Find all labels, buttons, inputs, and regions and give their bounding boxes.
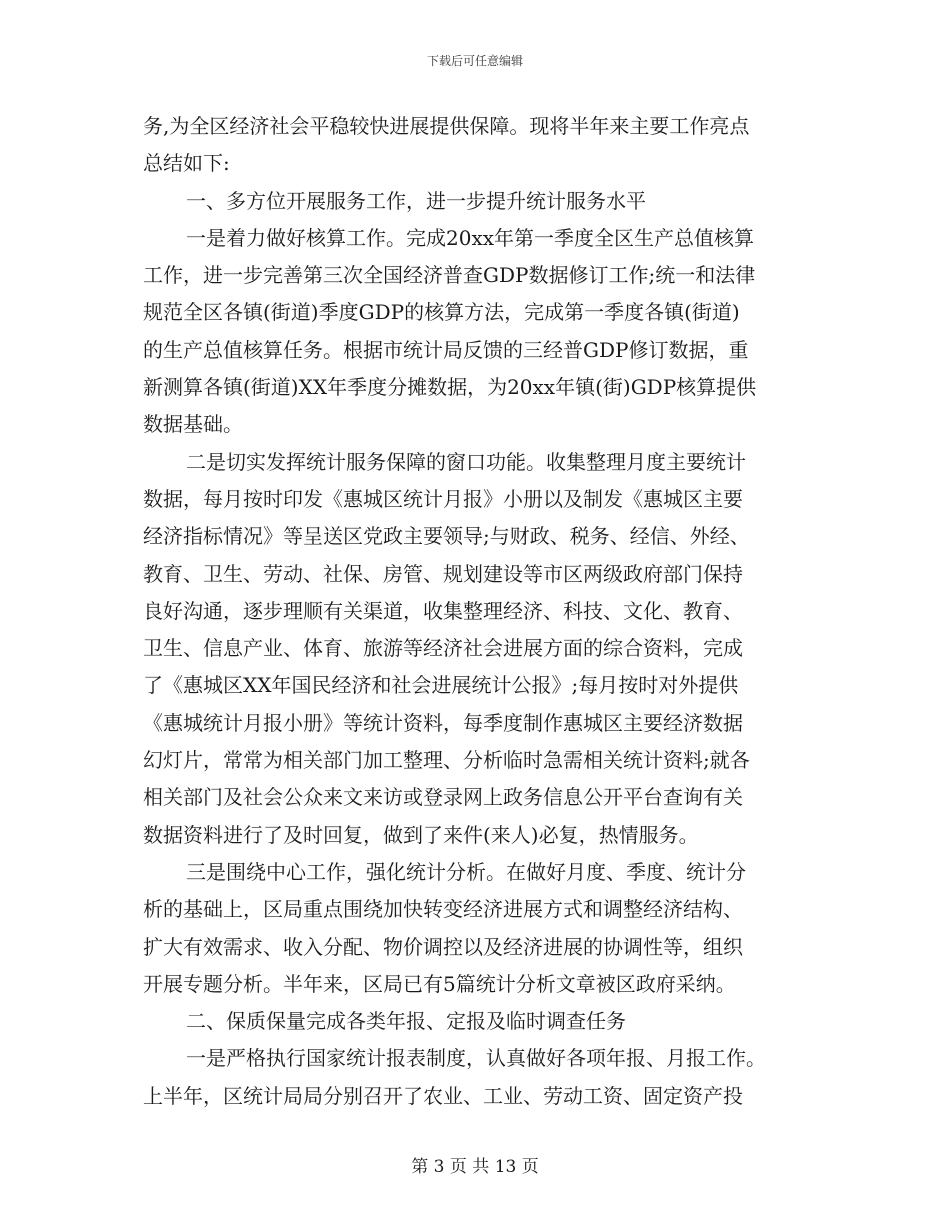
text-line: 一、多方位开展服务工作，进一步提升统计服务水平 [186, 188, 646, 213]
text-line: 经济指标情况》等呈送区党政主要领导;与财政、税务、经信、外经、 [143, 524, 750, 549]
text-line: 相关部门及社会公众来文来访或登录网上政务信息公开平台查询有关 [143, 785, 743, 810]
text-line: 的生产总值核算任务。根据市统计局反馈的三经普GDP修订数据，重 [143, 337, 749, 362]
page-header: 下载后可任意编辑 [426, 54, 523, 68]
text-line: 规范全区各镇(街道)季度GDP的核算方法，完成第一季度各镇(街道) [143, 300, 740, 325]
text-line: 工作，进一步完善第三次全国经济普查GDP数据修订工作;统一和法律 [143, 263, 756, 288]
text-line: 了《惠城区XX年国民经济和社会进展统计公报》;每月按时对外提供 [143, 673, 739, 698]
text-line: 总结如下: [143, 151, 230, 176]
text-line: 二是切实发挥统计服务保障的窗口功能。收集整理月度主要统计 [186, 449, 746, 474]
text-line: 上半年，区统计局局分别召开了农业、工业、劳动工资、固定资产投 [143, 1083, 743, 1108]
text-line: 《惠城统计月报小册》等统计资料，每季度制作惠城区主要经济数据 [143, 710, 743, 735]
text-line: 良好沟通，逐步理顺有关渠道，收集整理经济、科技、文化、教育、 [143, 598, 743, 623]
text-line: 一是严格执行国家统计报表制度，认真做好各项年报、月报工作。 [186, 1046, 766, 1071]
text-line: 数据，每月按时印发《惠城区统计月报》小册以及制发《惠城区主要 [143, 486, 743, 511]
text-line: 幻灯片，常常为相关部门加工整理、分析临时急需相关统计资料;就各 [143, 748, 750, 773]
text-line: 开展专题分析。半年来，区局已有5篇统计分析文章被区政府采纳。 [143, 971, 736, 996]
text-line: 数据基础。 [143, 412, 243, 437]
text-line: 新测算各镇(街道)XX年季度分摊数据，为20xx年镇(街)GDP核算提供 [143, 375, 757, 400]
text-line: 数据资料进行了及时回复，做到了来件(来人)必复，热情服务。 [143, 822, 699, 847]
text-line: 一是着力做好核算工作。完成20xx年第一季度全区生产总值核算 [186, 225, 755, 250]
text-line: 卫生、信息产业、体育、旅游等经济社会进展方面的综合资料，完成 [143, 636, 743, 661]
text-line: 析的基础上，区局重点围绕加快转变经济进展方式和调整经济结构、 [143, 897, 743, 922]
text-line: 三是围绕中心工作，强化统计分析。在做好月度、季度、统计分 [186, 859, 746, 884]
text-line: 二、保质保量完成各类年报、定报及临时调查任务 [186, 1009, 626, 1034]
page-footer: 第 3 页 共 13 页 [411, 1157, 539, 1177]
text-line: 务,为全区经济社会平稳较快进展提供保障。现将半年来主要工作亮点 [143, 114, 750, 138]
text-line: 扩大有效需求、收入分配、物价调控以及经济进展的协调性等，组织 [143, 934, 743, 959]
text-line: 教育、卫生、劳动、社保、房管、规划建设等市区两级政府部门保持 [143, 561, 743, 586]
document-body [143, 108, 807, 1115]
